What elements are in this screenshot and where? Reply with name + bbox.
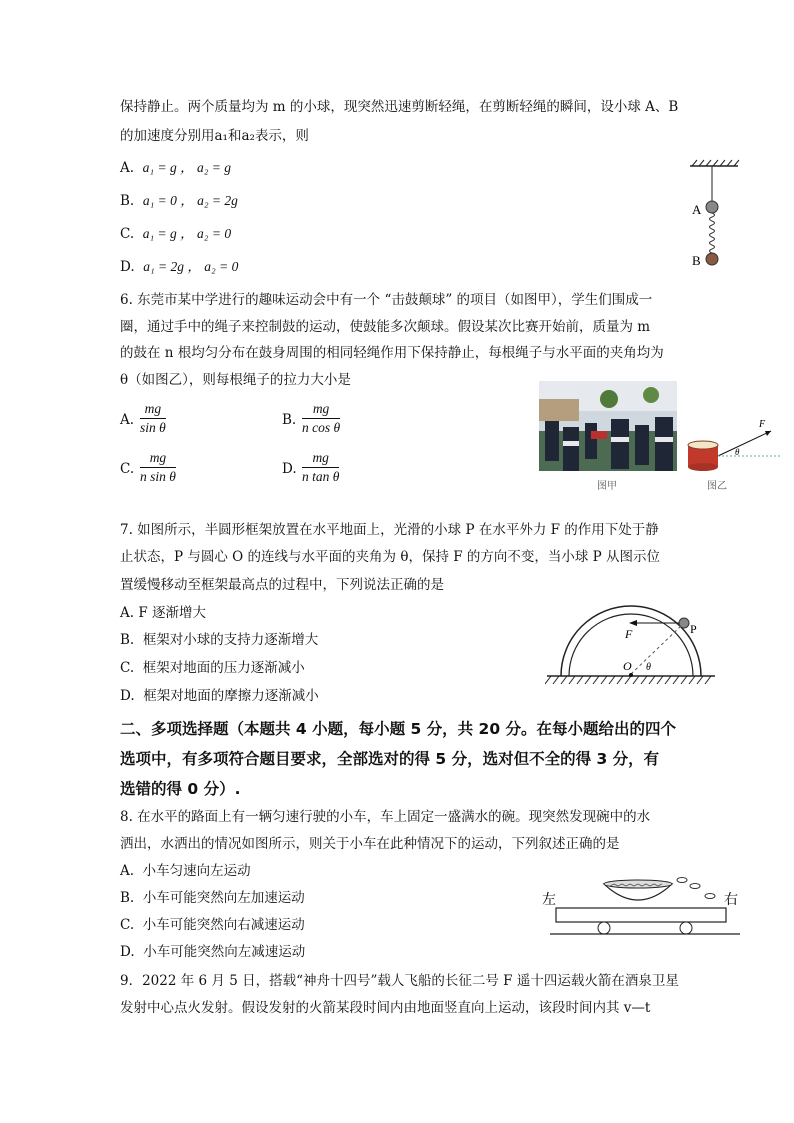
ceiling-hatch (692, 160, 739, 166)
q6-option-a-label: A. (120, 412, 135, 428)
center-o (629, 673, 633, 677)
caption-jia: 图甲 (597, 481, 617, 492)
label-theta: θ (646, 662, 651, 673)
radius-line (631, 626, 681, 674)
ball-a (706, 201, 718, 213)
q6-option-d-fraction: $\frac{mg}{\text{n tan θ}}$ (302, 450, 340, 484)
angle-label: θ (735, 447, 740, 457)
semicircle-figure (545, 588, 720, 688)
q5-option-a: A. a₁ = g ， a₂ = g (120, 160, 231, 176)
q7-line1: 7. 如图所示，半圆形框架放置在水平地面上，光滑的小球 P 在水平外力 F 的作用下处于静 (120, 522, 659, 538)
drum-photo (539, 381, 677, 471)
photo-building (539, 399, 579, 421)
label-a: A (692, 202, 702, 217)
q6-line4: θ（如图乙），则每根绳子的拉力大小是 (120, 372, 351, 388)
q5-option-d: D. a₁ = 2g ， a₂ = 0 (120, 259, 239, 275)
q6-option-c-label: C. (120, 461, 135, 477)
label-b: B (692, 253, 701, 268)
section-heading-line2: 选项中，有多项符合题目要求，全部选对的得 5 分，选对但不全的得 3 分，有 (120, 750, 660, 768)
water-drop-1 (677, 878, 687, 883)
q8-line1: 8. 在水平的路面上有一辆匀速行驶的小车，车上固定一盛满水的碗。现突然发现碗中的水 (120, 809, 651, 825)
photo-drum (591, 431, 607, 439)
q7-option-d: D. 框架对地面的摩擦力逐渐减小 (120, 688, 319, 704)
section-heading-line1: 二、多项选择题（本题共 4 小题，每小题 5 分，共 20 分。在每小题给出的四个 (120, 720, 677, 738)
force-f-arrow (629, 620, 637, 626)
force-label: F (759, 419, 766, 430)
q7-option-b: B. 框架对小球的支持力逐渐增大 (120, 632, 319, 648)
q7-line3: 置缓慢移动至框架最高点的过程中，下列说法正确的是 (120, 577, 444, 593)
wheel-left (598, 922, 610, 934)
drum-diagram (683, 415, 783, 475)
photo-tree (600, 390, 618, 408)
water-drop-2 (690, 884, 700, 889)
q5-line2: 的加速度分别用a₁和a₂表示，则 (120, 128, 309, 144)
label-left: 左 (542, 892, 556, 908)
water-drop-3 (705, 894, 715, 899)
spring-coil (710, 213, 715, 253)
q8-option-d: D. 小车可能突然向左减速运动 (120, 944, 306, 960)
drum-top (688, 441, 718, 449)
q5-line1: 保持静止。两个质量均为 m 的小球，现突然迅速剪断轻绳，在剪断轻绳的瞬间，设小球 A、B (120, 99, 679, 115)
label-right: 右 (724, 892, 738, 908)
label-o: O (623, 659, 632, 673)
q9-line2: 发射中心点火发射。假设发射的火箭某段时间内由地面竖直向上运动，该段时间内其 v—t (120, 1000, 651, 1016)
q6-option-d-label: D. (282, 461, 297, 477)
cart-body (556, 908, 726, 922)
label-f: F (625, 627, 633, 641)
cart-figure (540, 870, 750, 940)
q5-option-b: B. a₁ = 0 ， a₂ = 2g (120, 193, 238, 209)
q8-line2: 洒出，水洒出的情况如图所示，则关于小车在此种情况下的运动，下列叙述正确的是 (120, 836, 620, 852)
wheel-right (680, 922, 692, 934)
label-p: P (690, 622, 697, 636)
rope-force (718, 431, 771, 456)
q7-option-a: A. F 逐渐增大 (120, 605, 207, 621)
q6-option-c-fraction: $\frac{mg}{\text{n sin θ}}$ (140, 450, 176, 484)
section-heading-line3: 选错的得 0 分）. (120, 780, 241, 798)
q6-line1: 6. 东莞市某中学进行的趣味运动会中有一个 “击鼓颠球” 的项目（如图甲），学生们围成一 (120, 292, 653, 308)
ground-hatch (545, 676, 711, 684)
q7-line2: 止状态，P 与圆心 O 的连线与水平面的夹角为 θ，保持 F 的方向不变，当小球 P 从图示位 (120, 549, 661, 565)
q9-line1: 9．2022 年 6 月 5 日，搭载“神舟十四号”载人飞船的长征二号 F 遥十四运载火箭在酒泉卫星 (120, 973, 679, 989)
ball-b (706, 253, 718, 265)
q8-option-c: C. 小车可能突然向右减速运动 (120, 917, 305, 933)
q6-line3: 的鼓在 n 根均匀分布在鼓身周围的相同轻绳作用下保持静止，每根绳子与水平面的夹角均为 (120, 345, 664, 361)
q7-option-c: C. 框架对地面的压力逐渐减小 (120, 660, 305, 676)
q6-line2: 圈，通过手中的绳子来控制鼓的运动，使鼓能多次颠球。假设某次比赛开始前，质量为 m (120, 319, 651, 335)
q6-option-b-label: B. (282, 412, 297, 428)
q8-option-b: B. 小车可能突然向左加速运动 (120, 890, 305, 906)
q8-option-a: A. 小车匀速向左运动 (120, 863, 251, 879)
q5-option-c: C. a₁ = g ， a₂ = 0 (120, 226, 232, 242)
q6-option-b-fraction: $\frac{mg}{\text{n cos θ}}$ (302, 401, 341, 435)
caption-yi: 图乙 (707, 481, 727, 492)
spring-figure (684, 158, 744, 270)
q6-option-a-fraction: $\frac{mg}{\text{sin θ}}$ (140, 401, 166, 435)
